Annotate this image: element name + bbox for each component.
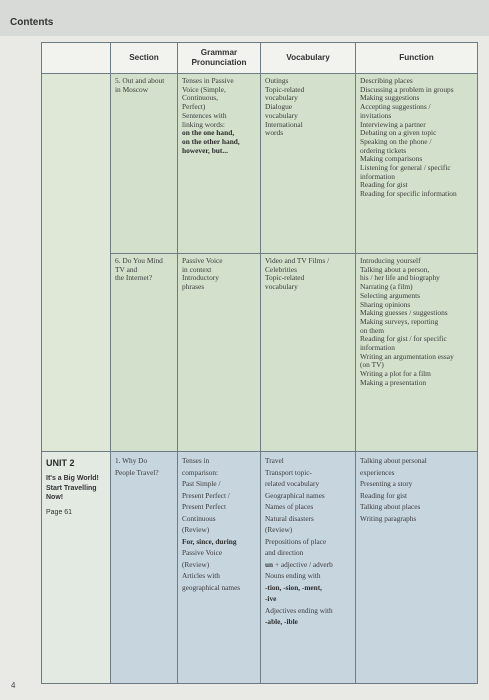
text-line: phrases	[182, 282, 205, 292]
column-header-grammar: Grammar Pronunciation	[178, 43, 261, 74]
text-line: Start Travelling	[46, 484, 97, 492]
text-line: information	[360, 171, 395, 181]
text-line: vocabulary	[265, 93, 298, 103]
text-line: Present Perfect	[182, 502, 226, 511]
text-line: geographical names	[182, 582, 241, 592]
text-line: Introductory	[182, 273, 219, 283]
text-line: invitations	[360, 110, 392, 120]
text-line: (Review)	[182, 525, 210, 534]
column-header-function: Function	[356, 43, 478, 74]
vocabulary-cell	[261, 452, 356, 684]
text-line: Continuous,	[182, 93, 218, 103]
grammar-cell	[178, 452, 261, 684]
text-line: (on TV)	[360, 360, 384, 370]
text-line: Making a presentation	[360, 377, 427, 387]
text-line: information	[360, 343, 395, 353]
vocabulary-cell	[261, 254, 356, 452]
text-line: Video and TV Films /	[265, 256, 330, 265]
text-line: Nouns ending with	[265, 571, 321, 580]
text-line: 1. Why Do	[115, 456, 148, 465]
text-line: Prepositions of place	[265, 536, 327, 546]
text-line: Selecting arguments	[360, 290, 421, 300]
text-line: Articles with	[182, 571, 220, 580]
text-line: his / her life and biography	[360, 273, 440, 283]
text-line: on them	[360, 325, 385, 335]
text-line: Reading for gist	[360, 180, 408, 190]
text-line: related vocabulary	[265, 479, 320, 488]
text-line: Talking about places	[360, 502, 421, 511]
text-line: Making surveys, reporting	[360, 316, 439, 326]
text-line: Continuous	[182, 513, 216, 523]
table-row	[42, 452, 478, 684]
text-line: Writing paragraphs	[360, 513, 417, 523]
text-line: Natural disasters	[265, 513, 314, 523]
text-line: linking words:	[182, 119, 225, 129]
unit-cell-empty	[42, 74, 111, 452]
text-line: It's a Big World!	[46, 475, 99, 482]
table-row	[42, 74, 478, 254]
text-line: Tenses in Passive	[182, 76, 234, 85]
text-line: Adjectives ending with	[265, 605, 333, 615]
text-line: Present Perfect /	[182, 490, 230, 500]
page-title: Contents	[10, 17, 54, 28]
text-line: (Review)	[182, 559, 210, 569]
text-line: Making suggestions	[360, 93, 420, 103]
text-line: on the other hand,	[182, 136, 240, 146]
text-line: Now!	[46, 494, 64, 501]
text-line: Listening for general / specific	[360, 163, 451, 173]
text-line: Travel	[265, 456, 284, 465]
text-line: Voice (Simple,	[182, 84, 226, 94]
text-line: Making guesses / suggestions	[360, 308, 448, 318]
grammar-cell	[178, 74, 261, 254]
text-line: Introducing yourself	[360, 256, 421, 265]
text-line: Sentences with	[182, 110, 227, 120]
text-line: words	[265, 128, 284, 138]
text-line: Speaking on the phone /	[360, 136, 432, 146]
header-bar	[0, 0, 489, 36]
text-line: and direction	[265, 548, 304, 557]
text-line: Describing places	[360, 76, 413, 85]
section-cell	[111, 452, 178, 684]
unit-title: UNIT 2	[46, 458, 75, 468]
text-line: however, but...	[182, 145, 228, 155]
text-line: Celebrities	[265, 264, 298, 274]
text-line: ordering tickets	[360, 145, 407, 155]
text-line: on the one hand,	[182, 128, 235, 138]
text-line: Transport topic-	[265, 467, 312, 477]
text-line: comparison:	[182, 467, 219, 477]
column-header-vocabulary: Vocabulary	[261, 43, 356, 74]
column-header-section: Section	[111, 43, 178, 74]
text-line: -able, -ible	[265, 617, 298, 626]
text-line: Accepting suggestions /	[360, 102, 431, 112]
text-line: Passive Voice	[182, 548, 223, 557]
column-header-unit	[42, 43, 111, 74]
text-line: Past Simple /	[182, 479, 221, 488]
text-line: International	[265, 119, 303, 129]
text-line: in Moscow	[115, 84, 149, 94]
function-cell	[356, 452, 478, 684]
text-line: experiences	[360, 467, 395, 477]
text-line: Topic-related	[265, 273, 305, 283]
text-line: Names of places	[265, 502, 314, 511]
text-line: Outings	[265, 76, 289, 85]
text-line: Talking about personal	[360, 456, 427, 465]
text-line: 6. Do You Mind	[115, 256, 163, 265]
text-line: 5. Out and about	[115, 76, 165, 85]
text-line: Presenting a story	[360, 479, 413, 488]
text-line: Reading for specific information	[360, 189, 457, 199]
section-cell	[111, 74, 178, 254]
text-line: vocabulary	[265, 110, 298, 120]
function-cell	[356, 74, 478, 254]
section-cell	[111, 254, 178, 452]
unit-page-ref: Page 61	[46, 508, 73, 516]
text-line: TV and	[115, 264, 138, 274]
table-header-row	[42, 43, 478, 74]
text-line: the Internet?	[115, 273, 153, 283]
text-line: Making comparisons	[360, 154, 423, 164]
text-line: Interviewing a partner	[360, 119, 426, 129]
vocabulary-cell	[261, 74, 356, 254]
contents-table	[41, 42, 478, 684]
text-line: Narrating (a film)	[360, 282, 413, 292]
text-line: vocabulary	[265, 282, 298, 292]
text-line: Passive Voice	[182, 256, 223, 265]
grammar-cell	[178, 254, 261, 452]
text-line: Reading for gist / for specific	[360, 334, 447, 344]
text-line: Topic-related	[265, 84, 305, 94]
text-line: un + adjective / adverb	[265, 559, 333, 569]
text-line: People Travel?	[115, 467, 159, 477]
text-line: Tenses in	[182, 456, 210, 465]
page-number: 4	[11, 681, 16, 690]
function-cell	[356, 254, 478, 452]
text-line: Dialogue	[265, 102, 293, 112]
unit-cell	[42, 452, 111, 684]
text-line: Debating on a given topic	[360, 128, 437, 138]
text-line: Perfect)	[182, 102, 206, 112]
text-line: Writing a plot for a film	[360, 369, 431, 379]
text-line: Reading for gist	[360, 490, 408, 500]
text-line: -tion, -sion, -ment,	[265, 582, 322, 592]
unit-subtitle	[42, 474, 110, 509]
text-line: Sharing opinions	[360, 299, 411, 309]
text-line: in context	[182, 264, 212, 274]
text-line: (Review)	[265, 525, 293, 534]
text-line: Writing an argumentation essay	[360, 351, 454, 361]
text-line: Talking about a person,	[360, 264, 430, 274]
text-line: Geographical names	[265, 490, 325, 500]
text-line: Discussing a problem in groups	[360, 84, 454, 94]
text-line: For, since, during	[182, 536, 237, 546]
text-line: -ive	[265, 594, 277, 603]
